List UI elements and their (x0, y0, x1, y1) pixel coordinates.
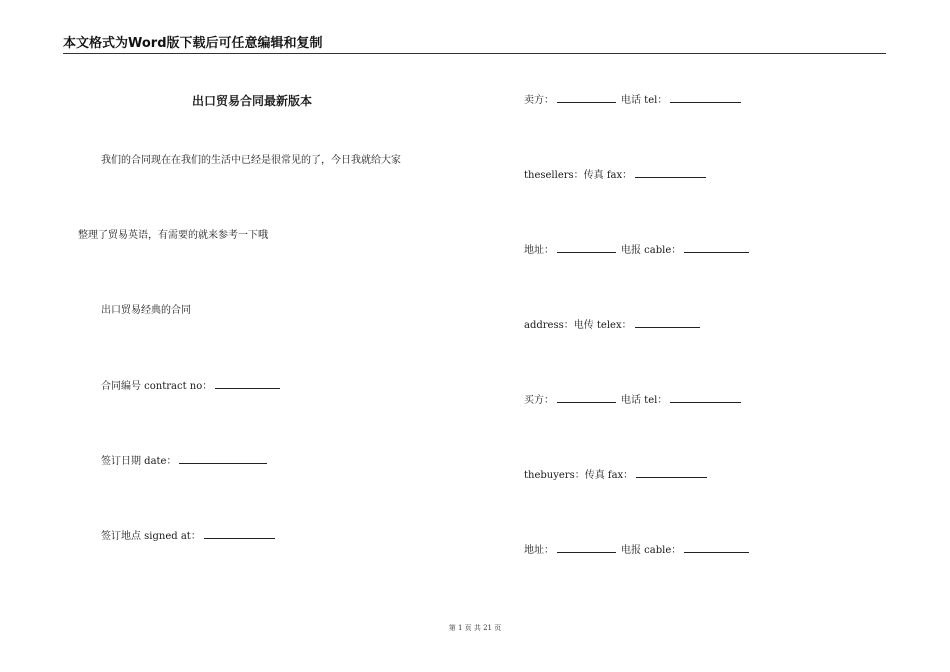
address-telex-row (524, 318, 700, 333)
buyer-address-label: 地址： (524, 545, 554, 556)
address-telex-blank (635, 318, 700, 328)
buyer-address-blank (557, 543, 616, 553)
seller-tel-label: 电话 tel： (621, 95, 668, 106)
signed-at-row (101, 529, 275, 544)
date-blank (179, 454, 267, 464)
seller-address-blank (557, 243, 616, 253)
sellers-fax-row (524, 168, 706, 183)
buyer-tel-label: 电话 tel： (621, 395, 668, 406)
contract-no-blank (215, 379, 280, 389)
sellers-fax-blank (635, 168, 706, 178)
buyer-tel-blank (670, 393, 741, 403)
buyer-cable-blank (684, 543, 749, 553)
buyers-fax-row (524, 468, 707, 483)
seller-cable-blank (684, 243, 749, 253)
signed-at-blank (204, 529, 275, 539)
buyer-address-row (524, 543, 749, 558)
seller-address-label: 地址： (524, 245, 554, 256)
seller-row (524, 93, 741, 108)
buyers-fax-blank (636, 468, 707, 478)
seller-label: 卖方： (524, 95, 554, 106)
intro-paragraph-line-2: 整理了贸易英语，有需要的就来参考一下哦 (78, 230, 268, 241)
document-title: 出口贸易合同最新版本 (192, 94, 313, 108)
seller-tel-blank (670, 93, 741, 103)
contract-subtitle: 出口贸易经典的合同 (101, 305, 191, 316)
date-label: 签订日期 date： (101, 456, 177, 467)
seller-blank (557, 93, 616, 103)
signed-at-label: 签订地点 signed at： (101, 531, 201, 542)
buyers-fax-label: thebuyers：传真 fax： (524, 470, 634, 481)
contract-no-label: 合同编号 contract no： (101, 381, 213, 392)
seller-address-row (524, 243, 749, 258)
address-telex-label: address：电传 telex： (524, 320, 632, 331)
seller-cable-label: 电报 cable： (621, 245, 682, 256)
contract-no-row (101, 379, 280, 394)
page-number: 第 1 页 共 21 页 (448, 624, 502, 632)
header-divider (63, 53, 886, 54)
sellers-fax-label: thesellers：传真 fax： (524, 170, 633, 181)
intro-paragraph-line-1: 我们的合同现在在我们的生活中已经是很常见的了，今日我就给大家 (101, 155, 401, 166)
buyer-blank (557, 393, 616, 403)
buyer-row (524, 393, 741, 408)
buyer-cable-label: 电报 cable： (621, 545, 682, 556)
buyer-label: 买方： (524, 395, 554, 406)
download-notice-banner: 本文格式为Word版下载后可任意编辑和复制 (63, 36, 323, 51)
date-row (101, 454, 267, 469)
